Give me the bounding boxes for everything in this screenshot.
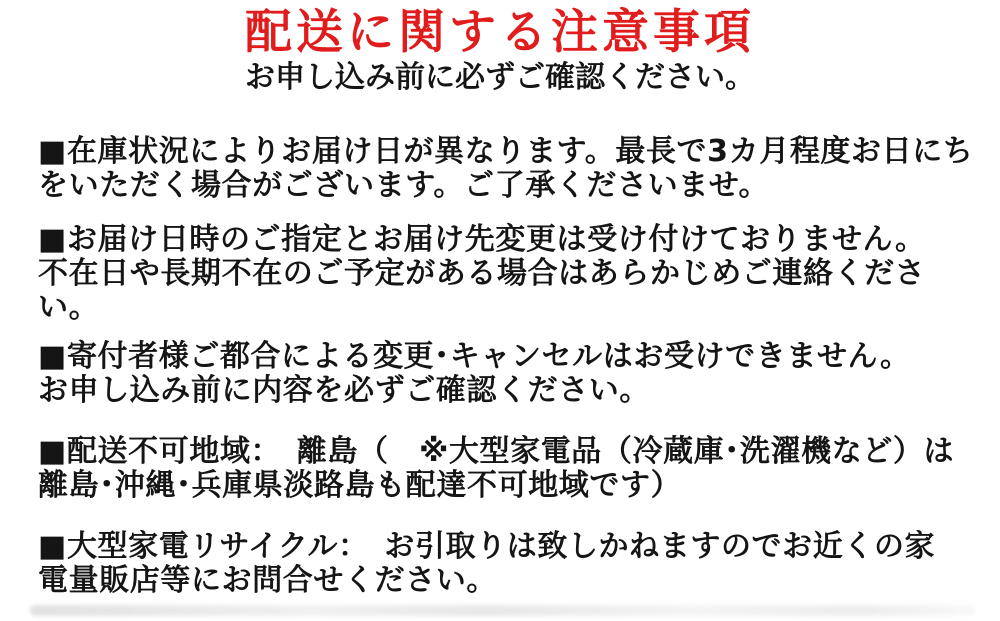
- notice-line: 電量販店等にお問合せください。: [38, 563, 497, 598]
- notice-line: をいただく場合がございます。ご了承くださいませ。: [38, 168, 770, 203]
- notice-line: 離島･沖縄･兵庫県淡路島も配達不可地域です）: [38, 468, 682, 503]
- notice-item-stock: [38, 134, 974, 203]
- notice-line: ■配送不可地域： 離島（ ※大型家電品（冷蔵庫･洗濯機など）は: [38, 434, 955, 469]
- jpeg-artifact-bottom-smear: [30, 605, 975, 616]
- notice-item-restricted-area: [38, 435, 970, 503]
- page-title: 配送に関する注意事項: [245, 5, 755, 60]
- notice-item-delivery-date: [38, 223, 970, 325]
- notice-list: [38, 134, 974, 598]
- notice-line: ■お届け日時のご指定とお届け先変更は受け付けておりません。: [38, 222, 926, 257]
- notice-line: い。: [38, 290, 100, 325]
- page-subtitle: お申し込み前に必ずご確認ください。: [245, 60, 755, 95]
- notice-item-cancel: [38, 340, 970, 408]
- notice-line: ■寄付者様ご都合による変更･キャンセルはお受けできません。: [38, 339, 911, 374]
- notice-line: ■大型家電リサイクル： お引取りは致しかねますのでお近くの家: [38, 529, 936, 564]
- notice-item-recycle: [38, 530, 970, 598]
- notice-line: ■在庫状況によりお届け日が異なります。最長で3カ月程度お日にち: [38, 134, 974, 169]
- notice-line: お申し込み前に内容を必ずご確認ください。: [38, 373, 650, 408]
- notice-line: 不在日や長期不在のご予定がある場合はあらかじめご連絡くださ: [38, 256, 926, 291]
